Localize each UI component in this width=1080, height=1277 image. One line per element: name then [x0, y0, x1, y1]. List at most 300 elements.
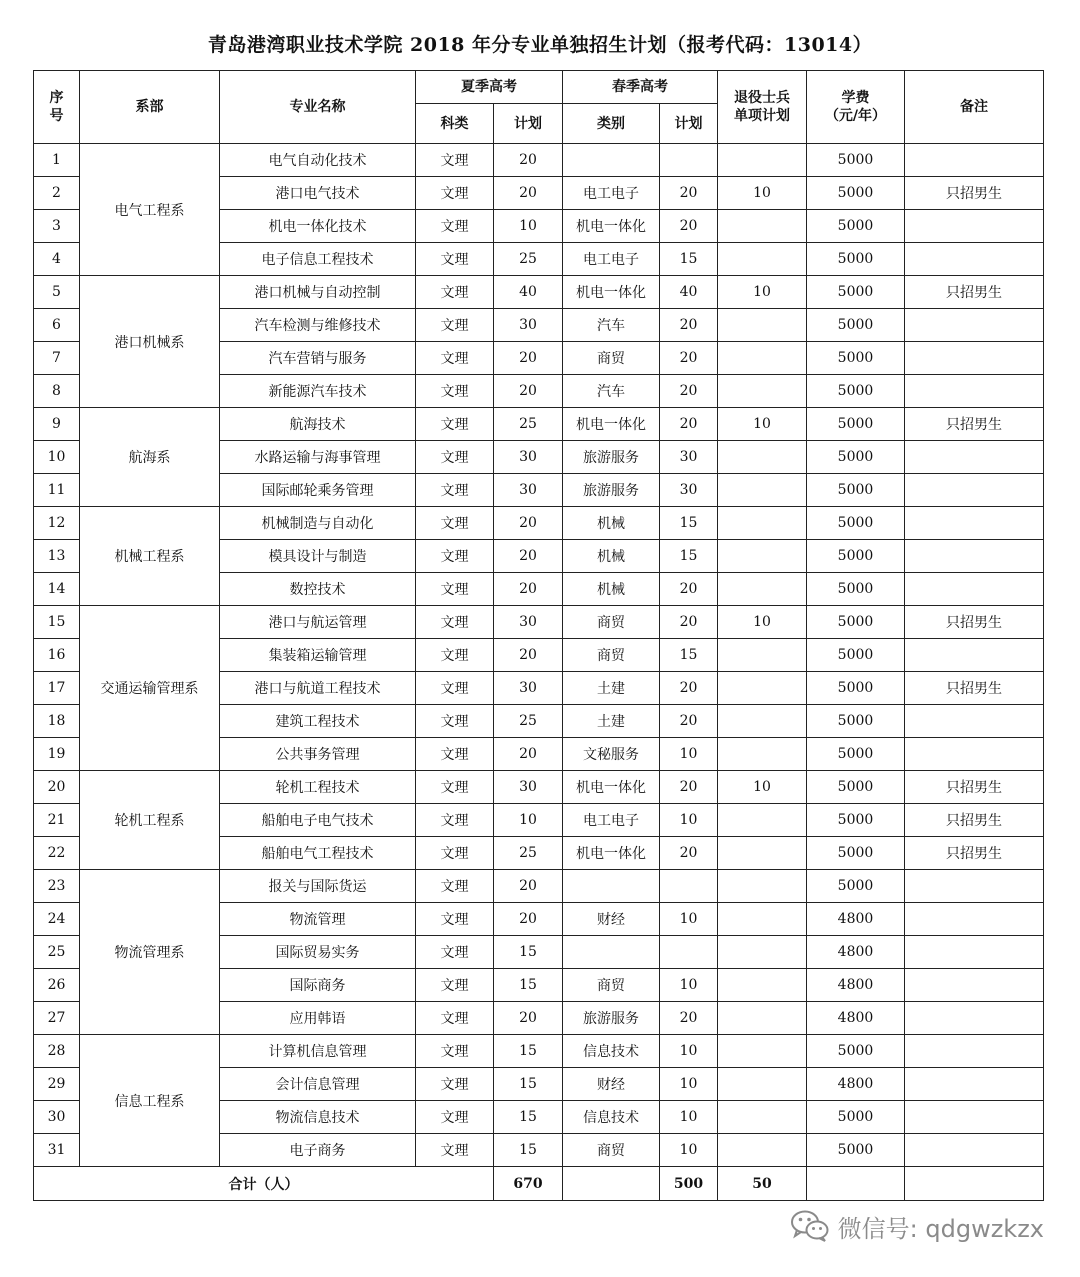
cell-spring-plan: 30 [660, 441, 718, 474]
header-spring-category: 类别 [563, 104, 660, 144]
cell-veteran [718, 243, 807, 276]
cell-summer-category: 文理 [416, 672, 494, 705]
cell-seq: 10 [34, 441, 80, 474]
cell-fee: 5000 [807, 771, 905, 804]
cell-spring-plan: 20 [660, 837, 718, 870]
cell-seq: 19 [34, 738, 80, 771]
wechat-icon [790, 1209, 830, 1243]
cell-major: 公共事务管理 [220, 738, 416, 771]
cell-spring-plan: 10 [660, 1101, 718, 1134]
cell-summer-category: 文理 [416, 969, 494, 1002]
cell-spring-category: 机电一体化 [563, 276, 660, 309]
cell-note [905, 210, 1044, 243]
cell-fee: 5000 [807, 474, 905, 507]
cell-major: 会计信息管理 [220, 1068, 416, 1101]
cell-note: 只招男生 [905, 837, 1044, 870]
cell-spring-category [563, 144, 660, 177]
cell-veteran [718, 375, 807, 408]
cell-summer-plan: 30 [494, 309, 563, 342]
cell-major: 电子信息工程技术 [220, 243, 416, 276]
cell-major: 电气自动化技术 [220, 144, 416, 177]
cell-veteran: 10 [718, 276, 807, 309]
cell-major: 新能源汽车技术 [220, 375, 416, 408]
cell-summer-plan: 20 [494, 540, 563, 573]
header-dept: 系部 [80, 71, 220, 144]
cell-summer-plan: 30 [494, 672, 563, 705]
cell-veteran [718, 507, 807, 540]
cell-seq: 12 [34, 507, 80, 540]
cell-summer-category: 文理 [416, 1134, 494, 1167]
cell-seq: 20 [34, 771, 80, 804]
cell-note: 只招男生 [905, 672, 1044, 705]
cell-spring-category: 信息技术 [563, 1101, 660, 1134]
cell-fee: 5000 [807, 606, 905, 639]
cell-spring-plan: 20 [660, 573, 718, 606]
cell-note [905, 243, 1044, 276]
total-fee [807, 1167, 905, 1201]
cell-summer-category: 文理 [416, 1035, 494, 1068]
cell-summer-category: 文理 [416, 441, 494, 474]
cell-note [905, 903, 1044, 936]
cell-summer-plan: 15 [494, 969, 563, 1002]
cell-spring-category: 商贸 [563, 969, 660, 1002]
cell-spring-plan: 10 [660, 1068, 718, 1101]
cell-fee: 4800 [807, 1002, 905, 1035]
cell-major: 应用韩语 [220, 1002, 416, 1035]
cell-summer-plan: 15 [494, 1068, 563, 1101]
header-veteran: 退役士兵 单项计划 [718, 71, 807, 144]
table-row [34, 408, 1044, 441]
cell-spring-plan: 20 [660, 606, 718, 639]
cell-veteran [718, 1068, 807, 1101]
cell-spring-category: 旅游服务 [563, 474, 660, 507]
cell-spring-category: 土建 [563, 672, 660, 705]
cell-seq: 2 [34, 177, 80, 210]
table-row [34, 1035, 1044, 1068]
cell-veteran [718, 1035, 807, 1068]
cell-dept: 航海系 [80, 408, 220, 507]
cell-summer-plan: 10 [494, 804, 563, 837]
header-spring-plan: 计划 [660, 104, 718, 144]
cell-veteran [718, 210, 807, 243]
cell-veteran [718, 870, 807, 903]
cell-spring-plan [660, 870, 718, 903]
cell-spring-category: 汽车 [563, 375, 660, 408]
cell-summer-plan: 20 [494, 573, 563, 606]
cell-major: 港口机械与自动控制 [220, 276, 416, 309]
cell-seq: 28 [34, 1035, 80, 1068]
cell-spring-category: 财经 [563, 903, 660, 936]
cell-spring-category: 机械 [563, 507, 660, 540]
cell-note: 只招男生 [905, 606, 1044, 639]
cell-veteran: 10 [718, 606, 807, 639]
cell-spring-plan: 20 [660, 705, 718, 738]
total-veteran: 50 [718, 1167, 807, 1201]
cell-summer-plan: 10 [494, 210, 563, 243]
cell-spring-plan: 15 [660, 507, 718, 540]
cell-fee: 5000 [807, 738, 905, 771]
cell-major: 机械制造与自动化 [220, 507, 416, 540]
cell-major: 建筑工程技术 [220, 705, 416, 738]
cell-spring-plan: 10 [660, 1134, 718, 1167]
cell-summer-category: 文理 [416, 507, 494, 540]
cell-spring-plan: 20 [660, 210, 718, 243]
cell-spring-category: 文秘服务 [563, 738, 660, 771]
cell-veteran [718, 1134, 807, 1167]
cell-seq: 30 [34, 1101, 80, 1134]
cell-fee: 4800 [807, 936, 905, 969]
cell-spring-plan: 20 [660, 177, 718, 210]
cell-summer-category: 文理 [416, 573, 494, 606]
cell-major: 水路运输与海事管理 [220, 441, 416, 474]
cell-fee: 5000 [807, 441, 905, 474]
cell-note [905, 870, 1044, 903]
cell-dept: 电气工程系 [80, 144, 220, 276]
cell-fee: 5000 [807, 639, 905, 672]
cell-major: 轮机工程技术 [220, 771, 416, 804]
cell-seq: 11 [34, 474, 80, 507]
cell-summer-plan: 30 [494, 771, 563, 804]
table-row [34, 870, 1044, 903]
cell-spring-category: 电工电子 [563, 177, 660, 210]
cell-veteran [718, 474, 807, 507]
cell-summer-category: 文理 [416, 606, 494, 639]
table-row [34, 771, 1044, 804]
cell-summer-plan: 25 [494, 705, 563, 738]
cell-major: 计算机信息管理 [220, 1035, 416, 1068]
header-fee: 学费 （元/年） [807, 71, 905, 144]
cell-spring-plan: 20 [660, 1002, 718, 1035]
cell-major: 船舶电子电气技术 [220, 804, 416, 837]
cell-seq: 6 [34, 309, 80, 342]
cell-major: 电子商务 [220, 1134, 416, 1167]
cell-spring-category [563, 870, 660, 903]
cell-major: 国际商务 [220, 969, 416, 1002]
cell-seq: 7 [34, 342, 80, 375]
cell-summer-category: 文理 [416, 1002, 494, 1035]
cell-summer-plan: 25 [494, 408, 563, 441]
cell-note [905, 1068, 1044, 1101]
cell-spring-plan: 20 [660, 672, 718, 705]
cell-note [905, 507, 1044, 540]
cell-major: 航海技术 [220, 408, 416, 441]
page-title: 青岛港湾职业技术学院 2018 年分专业单独招生计划（报考代码：13014） [207, 34, 873, 56]
cell-summer-plan: 30 [494, 441, 563, 474]
cell-major: 汽车检测与维修技术 [220, 309, 416, 342]
cell-summer-plan: 30 [494, 474, 563, 507]
cell-note [905, 474, 1044, 507]
cell-dept: 机械工程系 [80, 507, 220, 606]
cell-summer-plan: 20 [494, 903, 563, 936]
cell-summer-category: 文理 [416, 837, 494, 870]
cell-spring-plan: 10 [660, 1035, 718, 1068]
cell-summer-category: 文理 [416, 309, 494, 342]
cell-note [905, 1101, 1044, 1134]
cell-spring-category: 信息技术 [563, 1035, 660, 1068]
cell-summer-plan: 30 [494, 606, 563, 639]
cell-major: 国际邮轮乘务管理 [220, 474, 416, 507]
table-row [34, 606, 1044, 639]
cell-fee: 5000 [807, 276, 905, 309]
cell-fee: 4800 [807, 1068, 905, 1101]
cell-major: 汽车营销与服务 [220, 342, 416, 375]
cell-fee: 5000 [807, 507, 905, 540]
cell-spring-category: 机电一体化 [563, 837, 660, 870]
enrollment-plan-table [33, 70, 1044, 1201]
cell-fee: 5000 [807, 243, 905, 276]
cell-spring-category: 汽车 [563, 309, 660, 342]
cell-dept: 物流管理系 [80, 870, 220, 1035]
cell-fee: 5000 [807, 672, 905, 705]
cell-seq: 23 [34, 870, 80, 903]
cell-summer-category: 文理 [416, 1101, 494, 1134]
cell-fee: 5000 [807, 837, 905, 870]
cell-summer-plan: 20 [494, 177, 563, 210]
cell-spring-plan [660, 936, 718, 969]
cell-summer-plan: 20 [494, 342, 563, 375]
cell-note [905, 540, 1044, 573]
cell-veteran [718, 639, 807, 672]
cell-note [905, 936, 1044, 969]
cell-veteran [718, 903, 807, 936]
cell-summer-category: 文理 [416, 474, 494, 507]
cell-seq: 5 [34, 276, 80, 309]
cell-seq: 4 [34, 243, 80, 276]
cell-spring-category: 机械 [563, 573, 660, 606]
cell-note [905, 144, 1044, 177]
total-summer-plan: 670 [494, 1167, 563, 1201]
cell-fee: 5000 [807, 1134, 905, 1167]
cell-spring-category: 旅游服务 [563, 441, 660, 474]
cell-major: 模具设计与制造 [220, 540, 416, 573]
cell-veteran: 10 [718, 771, 807, 804]
header-seq: 序 号 [34, 71, 80, 144]
cell-note: 只招男生 [905, 804, 1044, 837]
cell-spring-category: 电工电子 [563, 804, 660, 837]
cell-seq: 22 [34, 837, 80, 870]
cell-seq: 14 [34, 573, 80, 606]
cell-summer-category: 文理 [416, 870, 494, 903]
cell-seq: 21 [34, 804, 80, 837]
cell-seq: 1 [34, 144, 80, 177]
cell-fee: 5000 [807, 210, 905, 243]
cell-fee: 5000 [807, 1035, 905, 1068]
cell-spring-category: 土建 [563, 705, 660, 738]
table-header [34, 71, 1044, 144]
cell-spring-category [563, 936, 660, 969]
cell-fee: 5000 [807, 870, 905, 903]
cell-veteran [718, 573, 807, 606]
cell-spring-category: 电工电子 [563, 243, 660, 276]
cell-spring-category: 机电一体化 [563, 771, 660, 804]
cell-note [905, 969, 1044, 1002]
cell-major: 港口与航运管理 [220, 606, 416, 639]
cell-spring-plan: 30 [660, 474, 718, 507]
cell-major: 物流管理 [220, 903, 416, 936]
cell-veteran [718, 1101, 807, 1134]
cell-dept: 轮机工程系 [80, 771, 220, 870]
cell-summer-category: 文理 [416, 540, 494, 573]
cell-spring-plan: 40 [660, 276, 718, 309]
cell-veteran [718, 969, 807, 1002]
cell-seq: 18 [34, 705, 80, 738]
cell-summer-category: 文理 [416, 1068, 494, 1101]
cell-summer-category: 文理 [416, 408, 494, 441]
cell-spring-category: 商贸 [563, 342, 660, 375]
cell-veteran: 10 [718, 408, 807, 441]
header-summer-category: 科类 [416, 104, 494, 144]
cell-major: 物流信息技术 [220, 1101, 416, 1134]
cell-summer-plan: 15 [494, 1035, 563, 1068]
cell-dept: 交通运输管理系 [80, 606, 220, 771]
cell-summer-category: 文理 [416, 144, 494, 177]
cell-spring-plan: 20 [660, 771, 718, 804]
cell-veteran [718, 540, 807, 573]
cell-summer-plan: 15 [494, 1134, 563, 1167]
cell-fee: 4800 [807, 903, 905, 936]
cell-note [905, 705, 1044, 738]
cell-spring-plan: 20 [660, 375, 718, 408]
cell-summer-category: 文理 [416, 276, 494, 309]
cell-spring-category: 机电一体化 [563, 408, 660, 441]
cell-veteran [718, 936, 807, 969]
cell-spring-plan: 10 [660, 903, 718, 936]
cell-seq: 24 [34, 903, 80, 936]
cell-summer-category: 文理 [416, 210, 494, 243]
cell-summer-plan: 40 [494, 276, 563, 309]
cell-note: 只招男生 [905, 771, 1044, 804]
cell-major: 国际贸易实务 [220, 936, 416, 969]
cell-summer-category: 文理 [416, 738, 494, 771]
cell-summer-category: 文理 [416, 639, 494, 672]
cell-major: 机电一体化技术 [220, 210, 416, 243]
cell-major: 船舶电气工程技术 [220, 837, 416, 870]
cell-summer-plan: 20 [494, 738, 563, 771]
cell-spring-plan: 10 [660, 969, 718, 1002]
cell-summer-plan: 20 [494, 870, 563, 903]
cell-spring-category: 商贸 [563, 1134, 660, 1167]
cell-spring-plan: 10 [660, 804, 718, 837]
cell-seq: 27 [34, 1002, 80, 1035]
cell-spring-category: 机械 [563, 540, 660, 573]
cell-fee: 5000 [807, 309, 905, 342]
cell-fee: 5000 [807, 1101, 905, 1134]
cell-seq: 31 [34, 1134, 80, 1167]
cell-fee: 5000 [807, 177, 905, 210]
header-spring: 春季高考 [563, 71, 718, 104]
cell-major: 报关与国际货运 [220, 870, 416, 903]
cell-note [905, 738, 1044, 771]
cell-fee: 5000 [807, 375, 905, 408]
cell-veteran [718, 342, 807, 375]
cell-spring-plan: 20 [660, 408, 718, 441]
cell-note: 只招男生 [905, 276, 1044, 309]
cell-summer-category: 文理 [416, 705, 494, 738]
cell-veteran [718, 144, 807, 177]
wechat-watermark [790, 1206, 1044, 1246]
cell-veteran: 10 [718, 177, 807, 210]
cell-spring-category: 商贸 [563, 606, 660, 639]
cell-major: 港口电气技术 [220, 177, 416, 210]
cell-spring-plan: 15 [660, 540, 718, 573]
cell-veteran [718, 1002, 807, 1035]
cell-summer-category: 文理 [416, 375, 494, 408]
cell-summer-plan: 15 [494, 1101, 563, 1134]
cell-seq: 15 [34, 606, 80, 639]
cell-summer-plan: 15 [494, 936, 563, 969]
cell-summer-plan: 20 [494, 507, 563, 540]
cell-fee: 5000 [807, 342, 905, 375]
cell-summer-category: 文理 [416, 771, 494, 804]
cell-summer-category: 文理 [416, 243, 494, 276]
cell-fee: 5000 [807, 804, 905, 837]
cell-veteran [718, 309, 807, 342]
cell-fee: 5000 [807, 573, 905, 606]
cell-veteran [718, 738, 807, 771]
cell-fee: 5000 [807, 408, 905, 441]
cell-seq: 8 [34, 375, 80, 408]
cell-note: 只招男生 [905, 177, 1044, 210]
header-note: 备注 [905, 71, 1044, 144]
cell-note [905, 375, 1044, 408]
header-summer: 夏季高考 [416, 71, 563, 104]
cell-summer-plan: 25 [494, 243, 563, 276]
cell-spring-category: 商贸 [563, 639, 660, 672]
cell-note [905, 342, 1044, 375]
cell-major: 数控技术 [220, 573, 416, 606]
cell-summer-category: 文理 [416, 342, 494, 375]
cell-summer-category: 文理 [416, 903, 494, 936]
cell-spring-category: 旅游服务 [563, 1002, 660, 1035]
table-row [34, 276, 1044, 309]
cell-seq: 3 [34, 210, 80, 243]
cell-spring-category: 机电一体化 [563, 210, 660, 243]
cell-spring-plan: 20 [660, 342, 718, 375]
cell-note [905, 441, 1044, 474]
cell-fee: 5000 [807, 540, 905, 573]
cell-note [905, 1002, 1044, 1035]
cell-spring-plan: 20 [660, 309, 718, 342]
header-major: 专业名称 [220, 71, 416, 144]
cell-major: 港口与航道工程技术 [220, 672, 416, 705]
cell-summer-plan: 20 [494, 639, 563, 672]
cell-spring-plan: 15 [660, 639, 718, 672]
cell-note [905, 1134, 1044, 1167]
cell-seq: 25 [34, 936, 80, 969]
cell-seq: 13 [34, 540, 80, 573]
cell-summer-category: 文理 [416, 804, 494, 837]
cell-veteran [718, 705, 807, 738]
cell-seq: 26 [34, 969, 80, 1002]
cell-note [905, 573, 1044, 606]
total-label: 合计（人） [34, 1167, 494, 1201]
cell-fee: 4800 [807, 969, 905, 1002]
cell-summer-category: 文理 [416, 936, 494, 969]
cell-note: 只招男生 [905, 408, 1044, 441]
cell-summer-plan: 20 [494, 375, 563, 408]
cell-fee: 5000 [807, 705, 905, 738]
cell-summer-plan: 20 [494, 144, 563, 177]
cell-veteran [718, 672, 807, 705]
cell-spring-plan [660, 144, 718, 177]
cell-veteran [718, 804, 807, 837]
cell-major: 集装箱运输管理 [220, 639, 416, 672]
cell-dept: 信息工程系 [80, 1035, 220, 1167]
cell-note [905, 639, 1044, 672]
total-row [34, 1167, 1044, 1201]
cell-note [905, 1035, 1044, 1068]
cell-seq: 9 [34, 408, 80, 441]
